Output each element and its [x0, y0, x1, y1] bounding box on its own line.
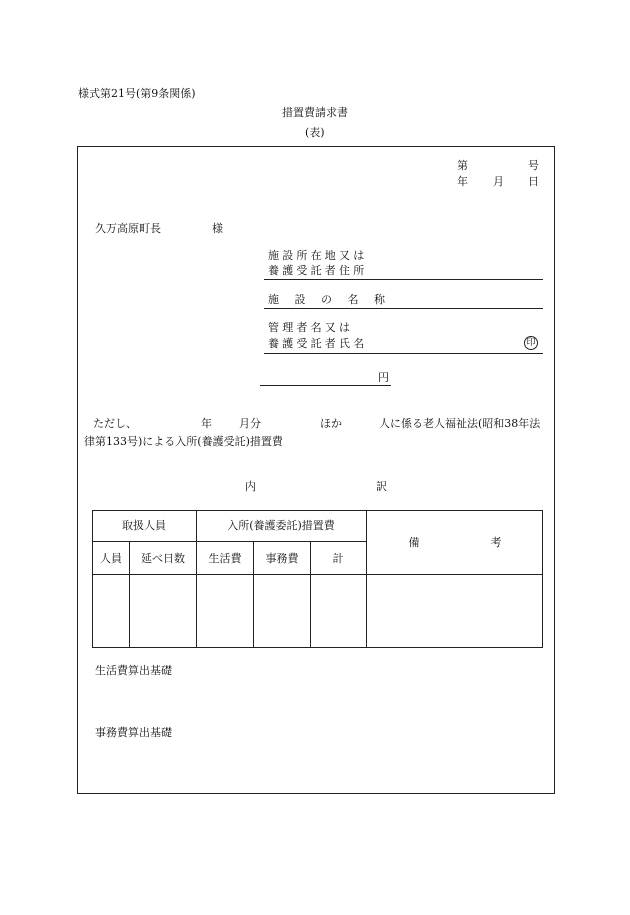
amount-unit: 円	[378, 371, 389, 384]
table-rule-v3	[253, 541, 254, 648]
header-cost: 入所(養護委託)措置費	[227, 519, 335, 532]
proviso-tadashi: ただし、	[93, 417, 137, 430]
table-rule-v4	[310, 541, 311, 648]
table-border-left	[92, 510, 93, 648]
table-rule-header-mid	[92, 541, 366, 542]
manager-underline	[264, 353, 543, 354]
manager-label-line1: 管理者名又は	[268, 321, 354, 334]
document-title: 措置費請求書	[282, 106, 348, 119]
facility-name-label: 施 設 の 名 称	[268, 293, 391, 306]
proviso-line2: 律第133号)による入所(養護受託)措置費	[84, 435, 283, 448]
manager-label-line2: 養護受託者氏名	[268, 337, 368, 350]
col-persons: 人員	[100, 552, 122, 565]
address-underline	[264, 279, 543, 280]
addressee-honorific: 様	[212, 222, 223, 235]
breakdown-uchi: 内	[245, 480, 256, 493]
date-month: 月	[493, 175, 504, 188]
table-border-bottom	[92, 647, 543, 648]
form-number: 様式第21号(第9条関係)	[78, 87, 196, 100]
table-border-right	[542, 510, 543, 648]
proviso-hoka: ほか	[320, 417, 342, 430]
col-office: 事務費	[265, 552, 299, 565]
doc-number-dai: 第	[457, 159, 468, 172]
document-subtitle: (表)	[305, 126, 325, 139]
basis-office: 事務費算出基礎	[95, 726, 172, 739]
seal-mark: 印	[524, 336, 538, 350]
facility-name-underline	[264, 308, 543, 309]
col-total: 計	[332, 552, 344, 565]
proviso-month: 月分	[239, 417, 261, 430]
proviso-line1-rest: 人に係る老人福祉法(昭和38年法	[379, 417, 541, 430]
doc-number-go: 号	[528, 159, 539, 172]
address-label-line1: 施設所在地又は	[268, 249, 368, 262]
addressee-name: 久万高原町長	[95, 222, 161, 235]
amount-underline	[260, 385, 391, 386]
breakdown-table	[92, 510, 543, 648]
form-frame	[77, 146, 555, 794]
date-year: 年	[457, 175, 468, 188]
header-remarks-2: 考	[490, 536, 502, 549]
table-rule-v5	[366, 510, 367, 648]
col-days: 延べ日数	[141, 552, 185, 565]
proviso-year: 年	[201, 417, 212, 430]
table-border-top	[92, 510, 543, 511]
address-label-line2: 養護受託者住所	[268, 264, 368, 277]
breakdown-wake: 訳	[376, 480, 387, 493]
date-day: 日	[528, 175, 539, 188]
basis-living: 生活費算出基礎	[95, 664, 172, 677]
table-rule-v2	[196, 510, 197, 648]
header-remarks-1: 備	[408, 536, 420, 549]
table-rule-v1	[129, 541, 130, 648]
table-rule-header-bottom	[92, 574, 543, 575]
col-living: 生活費	[208, 552, 242, 565]
header-staff: 取扱人員	[122, 519, 166, 532]
